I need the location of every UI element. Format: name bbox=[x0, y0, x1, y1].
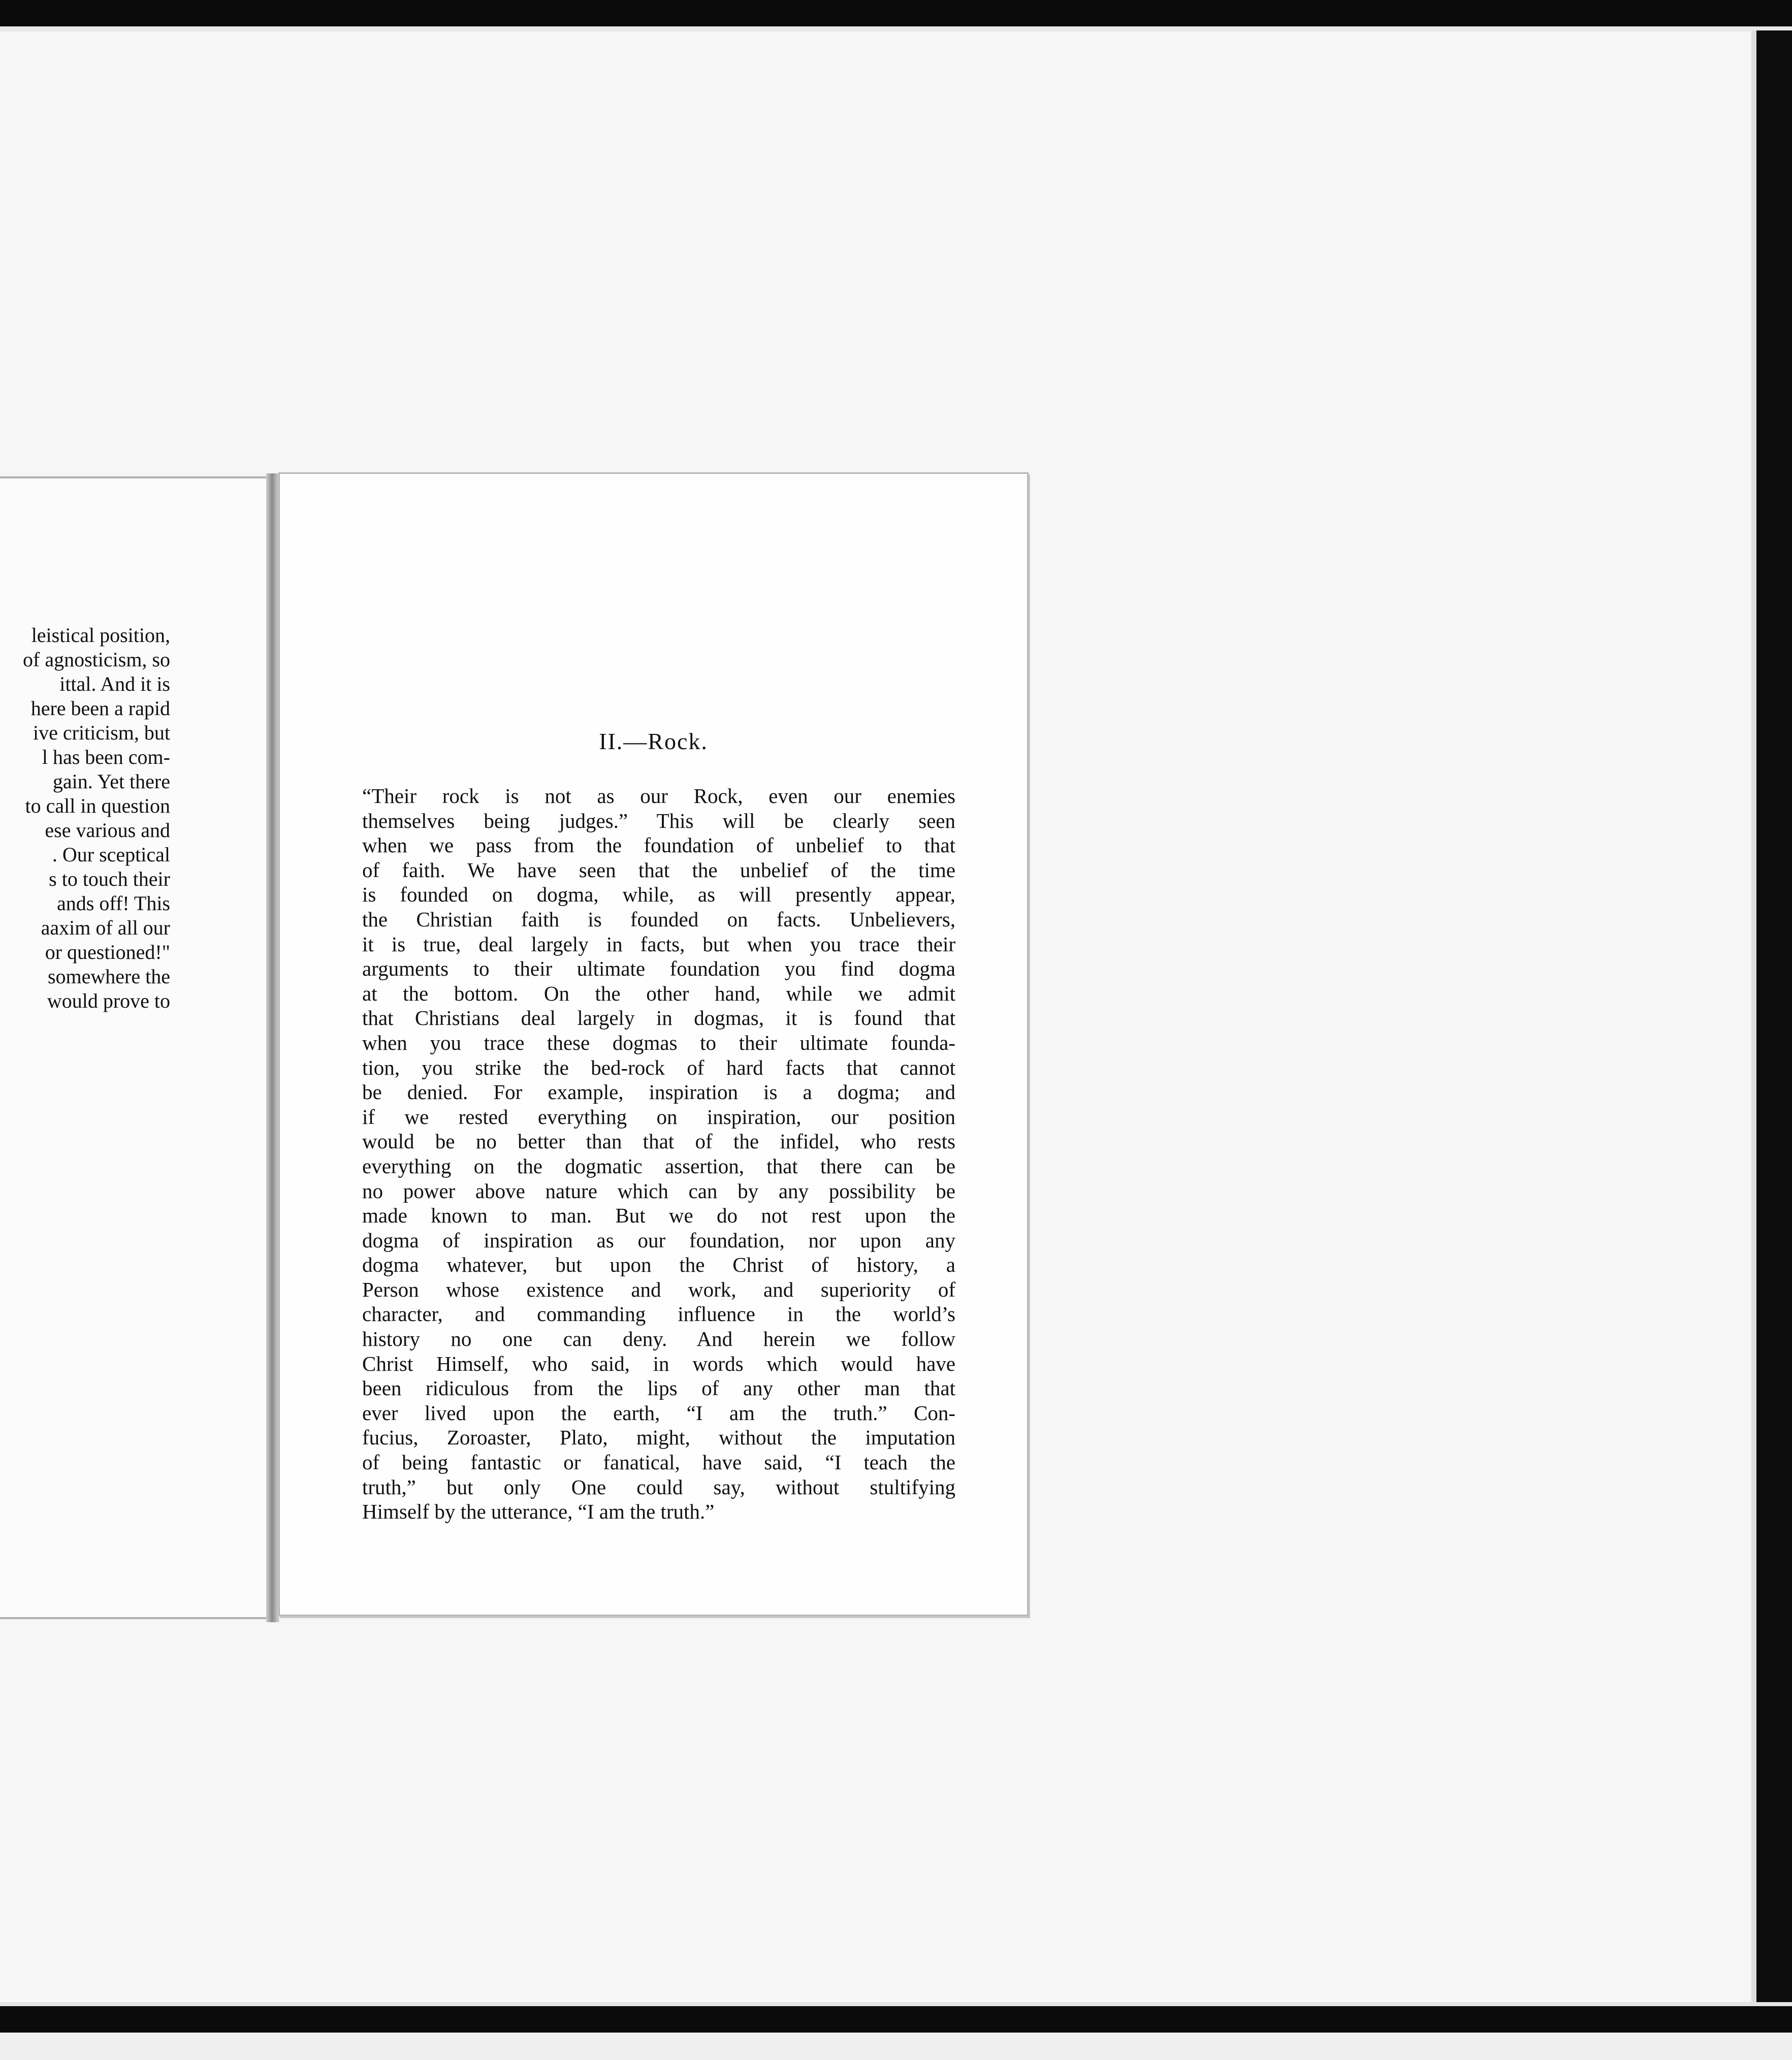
text-line: fucius, Zoroaster, Plato, might, without the imputation bbox=[362, 1426, 955, 1450]
book-gutter bbox=[266, 473, 279, 1622]
text-line: when we pass from the foundation of unbelief to that bbox=[362, 833, 955, 857]
text-line: no power above nature which can by any possibility be bbox=[362, 1179, 955, 1203]
text-line: that Christians deal largely in dogmas, it is found that bbox=[362, 1006, 955, 1030]
facing-page-text bbox=[0, 623, 170, 1013]
text-line: ands off! This bbox=[57, 892, 170, 915]
text-line: would be no better than that of the infidel, who rests bbox=[362, 1130, 955, 1153]
text-line: leistical position, bbox=[31, 624, 170, 647]
text-line: history no one can deny. And herein we follow bbox=[362, 1327, 955, 1351]
text-line: character, and commanding influence in the world’s bbox=[362, 1302, 955, 1326]
text-line: Himself by the utterance, “I am the truth.” bbox=[362, 1500, 715, 1524]
page-body-text bbox=[362, 784, 955, 1524]
text-line: of being fantastic or fanatical, have said, “I teach the bbox=[362, 1451, 955, 1474]
text-line: s to touch their bbox=[49, 867, 170, 890]
text-line: ever lived upon the earth, “I am the truth.” Con- bbox=[362, 1401, 955, 1425]
text-line: or questioned!" bbox=[45, 941, 170, 963]
text-line: if we rested everything on inspiration, our position bbox=[362, 1105, 955, 1129]
text-line: tion, you strike the bed-rock of hard facts that cannot bbox=[362, 1055, 955, 1079]
text-line: Christ Himself, who said, in words which would have bbox=[362, 1351, 955, 1375]
text-line: here been a rapid bbox=[30, 697, 170, 720]
book-page bbox=[278, 472, 1029, 1616]
text-line: Person whose existence and work, and superiority of bbox=[362, 1277, 955, 1301]
text-line: it is true, deal largely in facts, but when you trace their bbox=[362, 932, 955, 956]
text-line: . Our sceptical bbox=[52, 843, 170, 866]
text-line: the Christian faith is founded on facts. Unbelievers, bbox=[362, 907, 955, 931]
text-line: made known to man. But we do not rest upon the bbox=[362, 1204, 955, 1228]
scanner-frame-bottom bbox=[0, 2002, 1792, 2060]
text-line: dogma whatever, but upon the Christ of history, a bbox=[362, 1253, 955, 1277]
text-line: everything on the dogmatic assertion, that there can be bbox=[362, 1154, 955, 1178]
text-line: arguments to their ultimate foundation you find dogma bbox=[362, 957, 955, 981]
chapter-heading: II.—Rock. bbox=[599, 728, 708, 754]
text-line: of agnosticism, so bbox=[23, 648, 170, 671]
text-line: ittal. And it is bbox=[59, 672, 170, 695]
scanner-frame-top bbox=[0, 0, 1792, 31]
text-line: been ridiculous from the lips of any other man that bbox=[362, 1376, 955, 1400]
text-line: dogma of inspiration as our foundation, nor upon any bbox=[362, 1228, 955, 1252]
text-line: to call in question bbox=[25, 794, 170, 817]
frame-bottom-strip bbox=[0, 2033, 1792, 2060]
facing-page-left bbox=[0, 476, 269, 1619]
text-line: themselves being judges.” This will be clearly seen bbox=[362, 809, 955, 832]
frame-bottom-edge bbox=[0, 2002, 1792, 2006]
text-line: would prove to bbox=[47, 989, 170, 1012]
text-line: ese various and bbox=[45, 819, 170, 842]
frame-right-edge bbox=[1751, 30, 1756, 2011]
text-line: somewhere the bbox=[47, 965, 170, 988]
scanner-frame-right bbox=[1751, 30, 1792, 2011]
text-line: l has been com- bbox=[42, 746, 170, 768]
text-line: is founded on dogma, while, as will presently appear, bbox=[362, 883, 955, 907]
text-line: ive criticism, but bbox=[33, 721, 170, 744]
text-line: truth,” but only One could say, without stultifying bbox=[362, 1475, 955, 1499]
text-line: of faith. We have seen that the unbelief of the time bbox=[362, 858, 955, 882]
text-line: “Their rock is not as our Rock, even our enemies bbox=[362, 784, 955, 808]
text-line: aaxim of all our bbox=[41, 916, 170, 939]
frame-top-edge bbox=[0, 26, 1792, 31]
text-line: at the bottom. On the other hand, while we admit bbox=[362, 981, 955, 1005]
text-line: be denied. For example, inspiration is a dogma; and bbox=[362, 1080, 955, 1104]
text-line: gain. Yet there bbox=[52, 770, 170, 793]
text-line: when you trace these dogmas to their ultimate founda- bbox=[362, 1031, 955, 1054]
